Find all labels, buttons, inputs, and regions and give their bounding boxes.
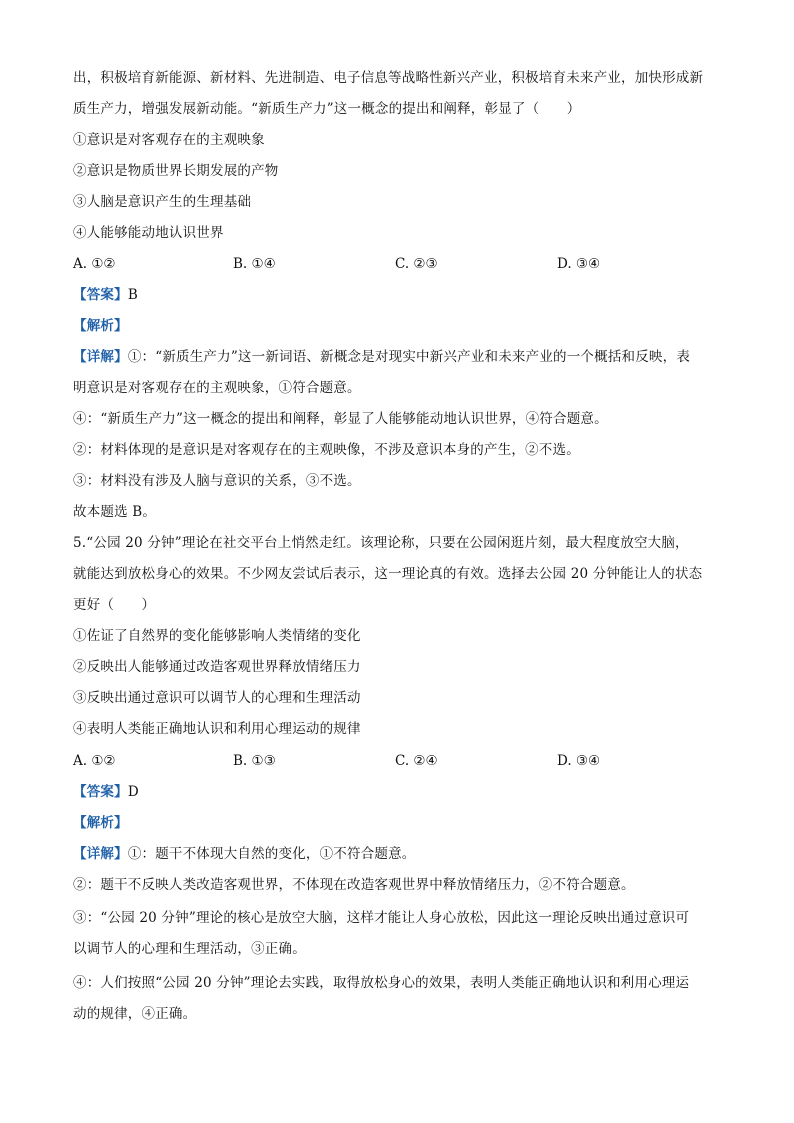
q5-analysis-tag: 【解析】 (73, 815, 128, 831)
q5-analysis-heading (73, 814, 733, 832)
q4-option-b: B. ①④ (233, 256, 276, 272)
q4-statement-4: ④人能够能动地认识世界 (73, 225, 224, 241)
q4-answer-tag: 【答案】 (73, 287, 128, 303)
q5-statement-2: ②反映出人能够通过改造客观世界释放情绪压力 (73, 659, 361, 675)
q5-statement-3: ③反映出通过意识可以调节人的心理和生理活动 (73, 690, 361, 706)
q4-detail-line-2: 明意识是对客观存在的主观映象，①符合题意。 (73, 380, 361, 396)
q4-detail-line-1 (73, 348, 733, 366)
q4-statement-3: ③人脑是意识产生的生理基础 (73, 194, 252, 210)
q4-detail-tag: 【详解】 (73, 349, 128, 365)
q4-option-a: A. ①② (73, 256, 116, 272)
q5-option-b: B. ①③ (233, 753, 276, 769)
q5-answer-line (73, 783, 733, 801)
q5-detail-tag: 【详解】 (73, 846, 128, 862)
q4-option-d: D. ③④ (557, 256, 601, 272)
q5-detail-line-1 (73, 845, 733, 863)
q4-analysis-tag: 【解析】 (73, 318, 128, 334)
q4-detail-line-5: ③：材料没有涉及人脑与意识的关系，③不选。 (73, 473, 361, 489)
q4-stem-line-1: 出，积极培育新能源、新材料、先进制造、电子信息等战略性新兴产业，积极培育未来产业，加快形成新 (73, 70, 704, 86)
q5-option-a: A. ①② (73, 753, 116, 769)
q4-statement-2: ②意识是物质世界长期发展的产物 (73, 163, 279, 179)
q5-answer-value: D (127, 784, 139, 800)
q5-detail-text-1: ①：题干不体现大自然的变化，①不符合题意。 (127, 846, 416, 862)
q5-stem-line-2: 就能达到放松身心的效果。不少网友尝试后表示，这一理论真的有效。选择去公园 20 分钟能让人的状态 (73, 566, 703, 582)
q5-detail-line-2: ②：题干不反映人类改造客观世界，不体现在改造客观世界中释放情绪压力，②不符合题意。 (73, 877, 635, 893)
q5-stem-line-3: 更好（ ） (73, 597, 156, 613)
q5-statement-1: ①佐证了自然界的变化能够影响人类情绪的变化 (73, 628, 361, 644)
q4-analysis-heading (73, 317, 733, 335)
q4-detail-line-4: ②：材料体现的是意识是对客观存在的主观映像，不涉及意识本身的产生，②不选。 (73, 442, 580, 458)
q5-option-d: D. ③④ (557, 753, 601, 769)
q4-stem-line-2: 质生产力，增强发展新动能。“新质生产力”这一概念的提出和阐释，彰显了（ ） (73, 101, 581, 117)
q5-stem-line-1: 5.“公园 20 分钟”理论在社交平台上悄然走红。该理论称，只要在公园闲逛片刻，最大程度放空大脑， (73, 535, 689, 551)
q4-detail-text-1: ①：“新质生产力”这一新词语、新概念是对现实中新兴产业和未来产业的一个概括和反映，表 (127, 349, 691, 365)
q5-detail-line-4: 以调节人的心理和生理活动，③正确。 (73, 941, 306, 957)
q4-conclusion: 故本题选 B。 (73, 504, 157, 520)
q4-answer-value: B (127, 287, 138, 303)
q5-answer-tag: 【答案】 (73, 784, 128, 800)
q4-statement-1: ①意识是对客观存在的主观映象 (73, 132, 265, 148)
q5-detail-line-6: 动的规律，④正确。 (73, 1006, 197, 1022)
q4-answer-line (73, 286, 733, 304)
q5-statement-4: ④表明人类能正确地认识和利用心理运动的规律 (73, 721, 361, 737)
q4-detail-line-3: ④：“新质生产力”这一概念的提出和阐释，彰显了人能够能动地认识世界，④符合题意。 (73, 411, 608, 427)
q4-option-c: C. ②③ (395, 256, 438, 272)
q5-detail-line-3: ③：“公园 20 分钟”理论的核心是放空大脑，这样才能让人身心放松，因此这一理论反映出通过意识可 (73, 910, 690, 926)
q5-option-c: C. ②④ (395, 753, 438, 769)
q5-detail-line-5: ④：人们按照“公园 20 分钟”理论去实践，取得放松身心的效果，表明人类能正确地认识和利用心理运 (73, 975, 690, 991)
